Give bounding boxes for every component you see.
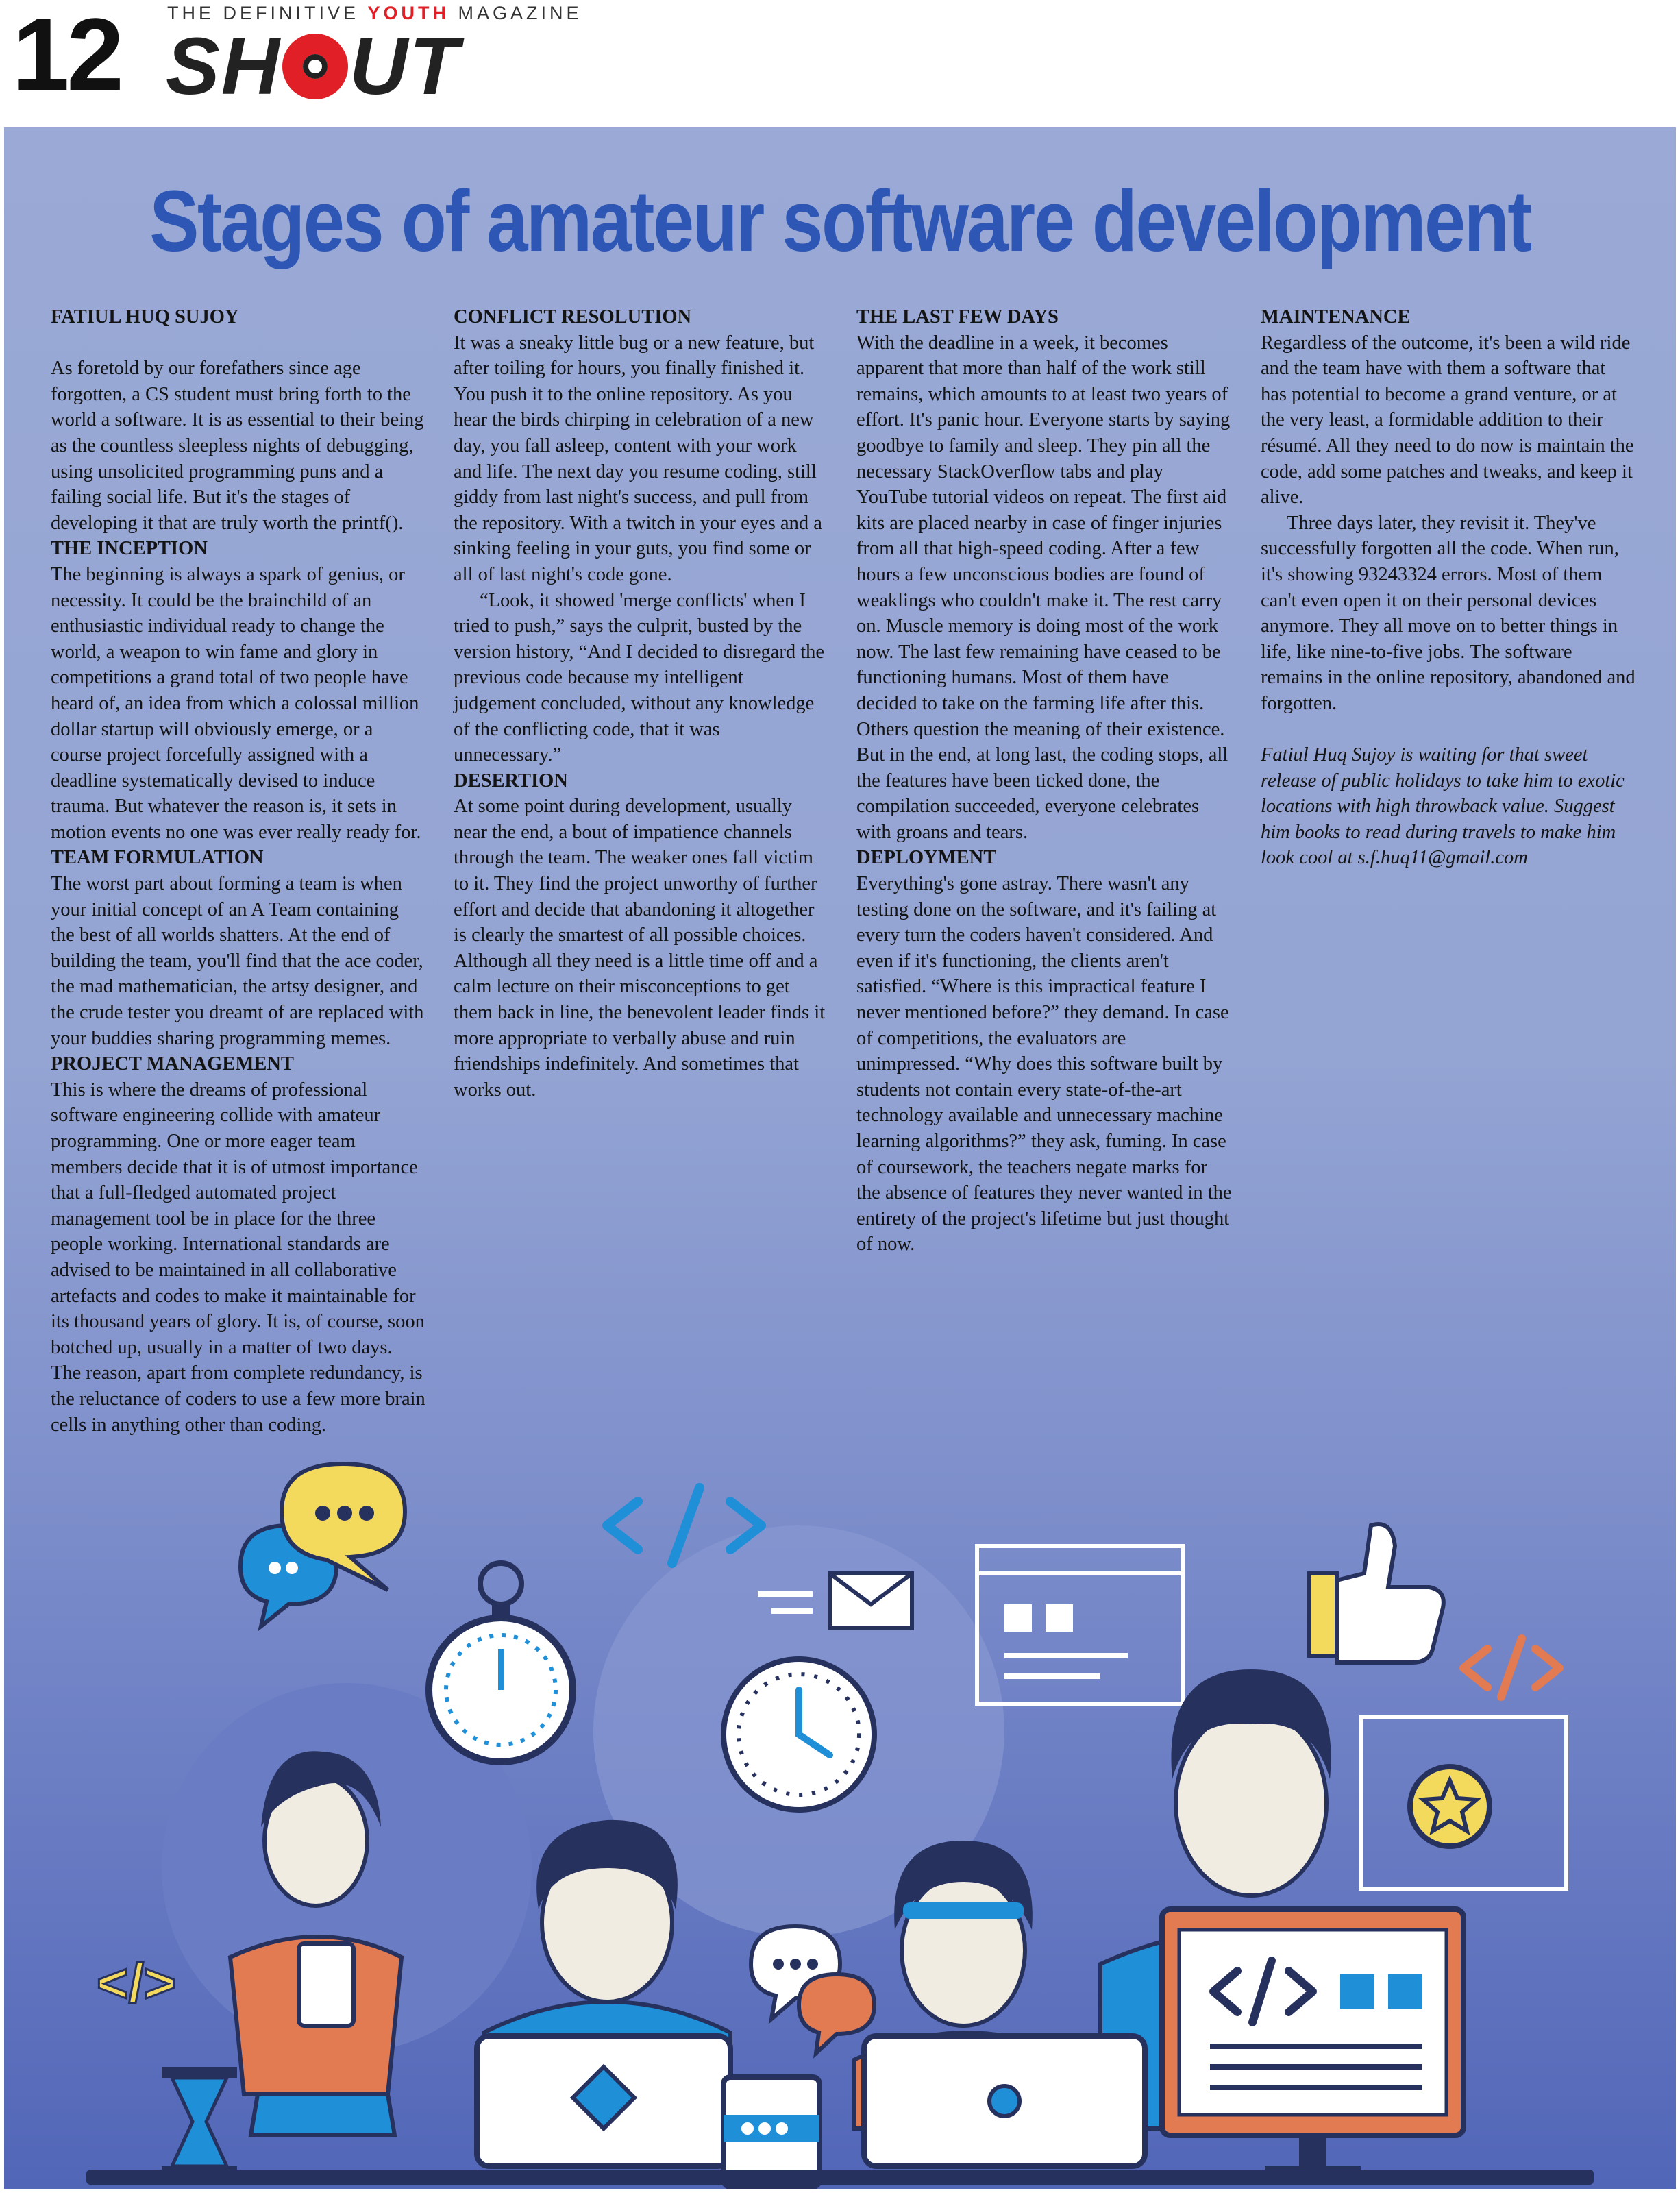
logo-letters-sh: SH [166, 21, 281, 112]
paragraph-conflict-resolution: It was a sneaky little bug or a new feature, but after toiling for hours, you finally finished it. You push it to the online repository. As you hear the birds chirping in celebration of a new day, you fall asleep, content with your work and life. The next day you resume coding, still giddy from last night's success, and pull from the repository. With a twitch in your eyes and a sinking feeling in your guts, you find some or all of last night's code gone. [454, 332, 822, 585]
thumbs-up-icon [1309, 1524, 1444, 1663]
logo-target-icon [282, 34, 348, 99]
hourglass-icon [162, 2067, 237, 2177]
section-heading-deployment: DEPLOYMENT [856, 847, 997, 869]
column-2 [454, 304, 829, 1103]
svg-text:</>: </> [97, 1952, 176, 2013]
paragraph-conflict-quote: “Look, it showed 'merge conflicts' when I tried to push,” says the culprit, busted by the version history, “And I decided to disregard the previous code because my intelligent judgement concluded, without any knowledge of the conflicting code, that it was unnecessary.” [454, 589, 825, 766]
paragraph-last-few-days: With the deadline in a week, it becomes apparent that more than half of the work still remains, which amounts to at least two years of effort. It's panic hour. Everyone starts by saying goodbye to family and sleep. They pin all the necessary StackOverflow tabs and play YouTube tutorial videos on repeat. The first aid kits are placed nearby in case of finger injuries from all that high-speed coding. After a few hours a few unconscious bodies are found of weaklings who couldn't make it. The rest carry on. Muscle memory is doing most of the work now. The last few remaining have ceased to be functioning humans. Most of them have decided to take on the farming life after this. Others question the meaning of their existence. But in the end, at long last, the coding stops, all the features have been ticked done, the compilation succeeded, everyone celebrates with groans and tears. [856, 332, 1231, 843]
section-heading-conflict-resolution: CONFLICT RESOLUTION [454, 306, 692, 328]
section-heading-desertion: DESERTION [454, 770, 568, 792]
code-tag-icon-left [97, 1952, 176, 2013]
section-heading-last-few-days: THE LAST FEW DAYS [856, 306, 1059, 328]
column-4 [1261, 304, 1636, 871]
page-number: 12 [12, 0, 121, 112]
tagline-highlight: YOUTH [367, 3, 450, 23]
team-illustration [4, 1347, 1676, 2189]
code-tag-icon-right [1463, 1639, 1559, 1697]
browser-window-icon [977, 1546, 1183, 1704]
intro-paragraph: As foretold by our forefathers since age forgotten, a CS student must bring forth to the world a software. It is as essential to their being as the countless sleepless nights of debugging, using unsolicited programming puns and a failing social life. But it's the stages of developing it that are truly worth the printf(). [51, 358, 424, 534]
shout-logo [166, 21, 460, 112]
tagline-start: THE DEFINITIVE [167, 3, 368, 23]
paragraph-team-formulation: The worst part about forming a team is when your initial concept of an A Team containing the best of all worlds shatters. At the end of building the team, you'll find that the ace coder, the mad mathematician, the artsy designer, and the crude tester you dreamt of are replaced with your buddies sharing programming memes. [51, 873, 424, 1049]
desk [86, 2170, 1594, 2185]
masthead [0, 0, 1680, 123]
paragraph-maintenance: Regardless of the outcome, it's been a wild ride and the team have with them a software that has potential to become a grand venture, or at the very least, a formidable addition to their résumé. All they need to do now is maintain the code, add some patches and tweaks, and keep it alive. [1261, 332, 1634, 508]
author-bio: Fatiul Huq Sujoy is waiting for that sweet release of public holidays to take him to exotic locations with high throwback value. Suggest him books to read during travels to make him look cool at s.f.huq11@gmail.com [1261, 744, 1625, 869]
logo-letters-ut: UT [349, 21, 460, 112]
paragraph-desertion: At some point during development, usually near the end, a bout of impatience channels through the team. The weaker ones fall victim to it. They find the project unworthy of further effort and decide that abandoning it altogether is clearly the smartest of all possible choices. Although all they need is a little time off and a calm lecture on their misconceptions to get them back in line, the benevolent leader finds it more appropriate to verbally abuse and ruin friendships indefinitely. And sometimes that works out. [454, 796, 826, 1101]
chat-bubble-icon [240, 1464, 405, 1626]
paragraph-inception: The beginning is always a spark of genius, or necessity. It could be the brainchild of an enthusiastic individual ready to change the world, a weapon to win fame and glory in competitions a grand total of two people have heard of, an idea from which a colossal million dollar startup will obviously emerge, or a course project forcefully assigned with a deadline systematically devised to induce trauma. But whatever the reason is, it sets in motion events no one was ever really ready for. [51, 563, 421, 843]
column-1 [51, 304, 426, 1438]
laptop-icon [477, 2036, 1145, 2187]
star-badge-icon [1361, 1717, 1566, 1889]
chat-bubble-icon-center [751, 1926, 874, 2053]
stopwatch-icon [429, 1563, 573, 1762]
section-heading-maintenance: MAINTENANCE [1261, 306, 1411, 328]
paragraph-deployment: Everything's gone astray. There wasn't any testing done on the software, and it's failing at every turn the coders haven't considered. And even if it's functioning, the clients aren't satisfied. “Where is this impractical feature I never mentioned before?” they demand. In case of competitions, the evaluators are unimpressed. “Why does this software built by students not contain every state-of-the-art technology available and unnecessary machine learning algorithms?” they ask, fuming. In case of coursework, the teachers negate marks for the absence of features they never wanted in the entirety of the project's lifetime but just thought of now. [856, 873, 1232, 1255]
section-heading-inception: THE INCEPTION [51, 538, 208, 560]
article-title: Stages of amateur software development [149, 173, 1531, 269]
section-heading-team-formulation: TEAM FORMULATION [51, 847, 264, 869]
paragraph-project-management: This is where the dreams of professional software engineering collide with amateur programming. One or more eager team members decide that it is of utmost importance that a full-fledged automated project management tool be in place for the three people working. International standards are advised to be maintained in all collaborative artefacts and codes to make it maintainable for its thousand years of glory. It is, of course, soon botched up, usually in a matter of two days. The reason, apart from complete redundancy, is the reluctance of coders to use a few more brain cells in anything other than coding. [51, 1079, 425, 1436]
byline: FATIUL HUQ SUJOY [51, 306, 239, 328]
section-heading-project-management: PROJECT MANAGEMENT [51, 1053, 294, 1075]
monitor-icon [1162, 1909, 1463, 2179]
paragraph-maintenance-end: Three days later, they revisit it. They've successfully forgotten all the code. When run, it's showing 93243324 errors. Most of them can't even open it on their personal devices anymore. They all move on to better things in life, like nine-to-five jobs. The software remains in the online repository, abandoned and forgotten. [1261, 512, 1635, 714]
tagline-end: MAGAZINE [449, 3, 582, 23]
column-3 [856, 304, 1232, 1258]
clock-icon [724, 1659, 874, 1810]
article-panel [4, 127, 1676, 2189]
